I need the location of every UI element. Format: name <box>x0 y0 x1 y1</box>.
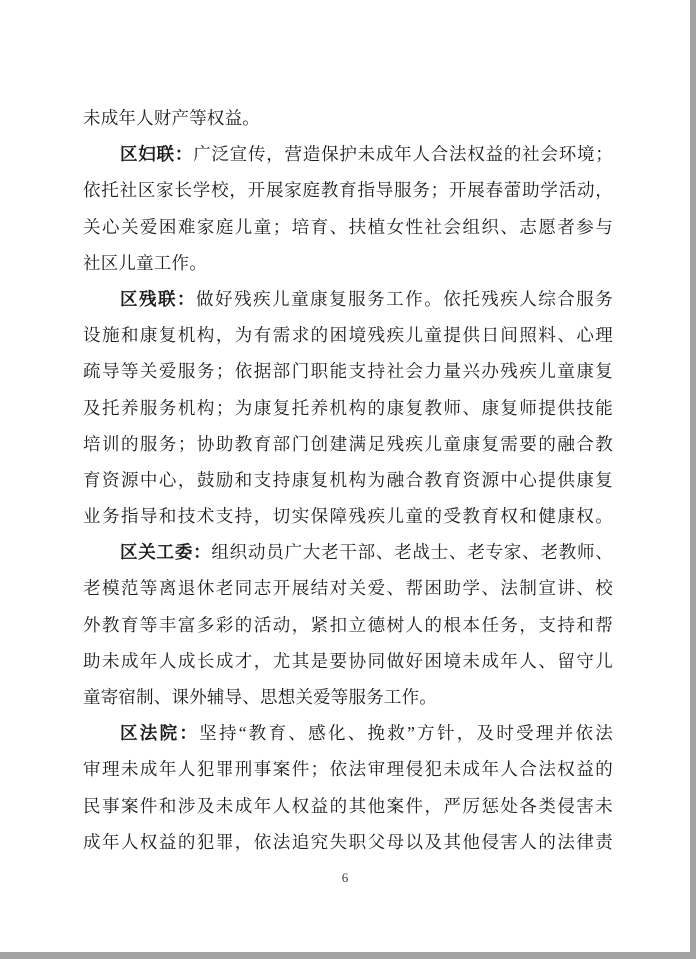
line-text: 组织动员广大老干部、老战士、老专家、老教师、 <box>211 542 613 563</box>
text-line <box>83 245 613 281</box>
text-line <box>83 462 613 498</box>
text-line <box>83 172 613 208</box>
line-text: 外教育等丰富多彩的活动，紧扣立德树人的根本任务，支持和帮 <box>83 614 613 635</box>
line-text: 成年人权益的犯罪，依法追究失职父母以及其他侵害人的法律责 <box>83 831 613 852</box>
page-edge-right <box>690 0 696 959</box>
text-line <box>83 607 613 643</box>
line-text: 助未成年人成长成才，尤其是要协同做好困境未成年人、留守儿 <box>83 650 613 671</box>
text-line <box>83 824 613 860</box>
document-body <box>83 100 613 860</box>
line-text: 坚持“教育、感化、挽救”方针，及时受理并依法 <box>199 723 613 744</box>
line-text: 童寄宿制、课外辅导、思想关爱等服务工作。 <box>83 687 437 707</box>
org-name: 区妇联： <box>120 144 194 165</box>
text-line <box>83 353 613 389</box>
line-text: 及托养服务机构；为康复托养机构的康复教师、康复师提供技能 <box>83 397 613 418</box>
text-line <box>83 679 613 715</box>
text-line <box>83 570 613 606</box>
line-text: 育资源中心，鼓励和支持康复机构为融合教育资源中心提供康复 <box>83 469 613 490</box>
line-text: 未成年人财产等权益。 <box>83 108 260 128</box>
line-text: 设施和康复机构，为有需求的困境残疾儿童提供日间照料、心理 <box>83 325 613 346</box>
org-name: 区法院： <box>120 723 200 744</box>
text-line <box>83 715 613 751</box>
text-line <box>83 498 613 534</box>
line-text: 社区儿童工作。 <box>83 252 207 273</box>
line-text: 培训的服务；协助教育部门创建满足残疾儿童康复需要的融合教 <box>83 433 613 454</box>
page-edge-bottom <box>0 952 696 959</box>
line-text: 业务指导和技术支持，切实保障残疾儿童的受教育权和健康权。 <box>83 506 613 527</box>
org-name: 区关工委： <box>120 542 212 563</box>
text-line <box>83 534 613 570</box>
text-line <box>83 788 613 824</box>
org-name: 区残联： <box>120 288 197 309</box>
line-text: 民事案件和涉及未成年人权益的其他案件，严厉惩处各类侵害未 <box>83 795 613 816</box>
text-line <box>83 100 613 136</box>
line-text: 疏导等关爱服务；依据部门职能支持社会力量兴办残疾儿童康复 <box>83 361 613 382</box>
line-text: 关心关爱困难家庭儿童；培育、扶植女性社会组织、志愿者参与 <box>83 216 613 237</box>
text-line <box>83 209 613 245</box>
line-text: 广泛宣传，营造保护未成年人合法权益的社会环境； <box>193 144 613 165</box>
text-line <box>83 751 613 787</box>
line-text: 老模范等离退休老同志开展结对关爱、帮困助学、法制宣讲、校 <box>83 578 613 599</box>
page-number: 6 <box>341 870 349 885</box>
line-text: 依托社区家长学校，开展家庭教育指导服务；开展春蕾助学活动， <box>83 180 613 201</box>
text-line <box>83 643 613 679</box>
text-line <box>83 136 613 172</box>
line-text: 做好残疾儿童康复服务工作。依托残疾人综合服务 <box>196 288 613 309</box>
text-line <box>83 426 613 462</box>
text-line <box>83 281 613 317</box>
line-text: 审理未成年人犯罪刑事案件；依法审理侵犯未成年人合法权益的 <box>83 759 613 780</box>
text-line <box>83 390 613 426</box>
text-line <box>83 317 613 353</box>
